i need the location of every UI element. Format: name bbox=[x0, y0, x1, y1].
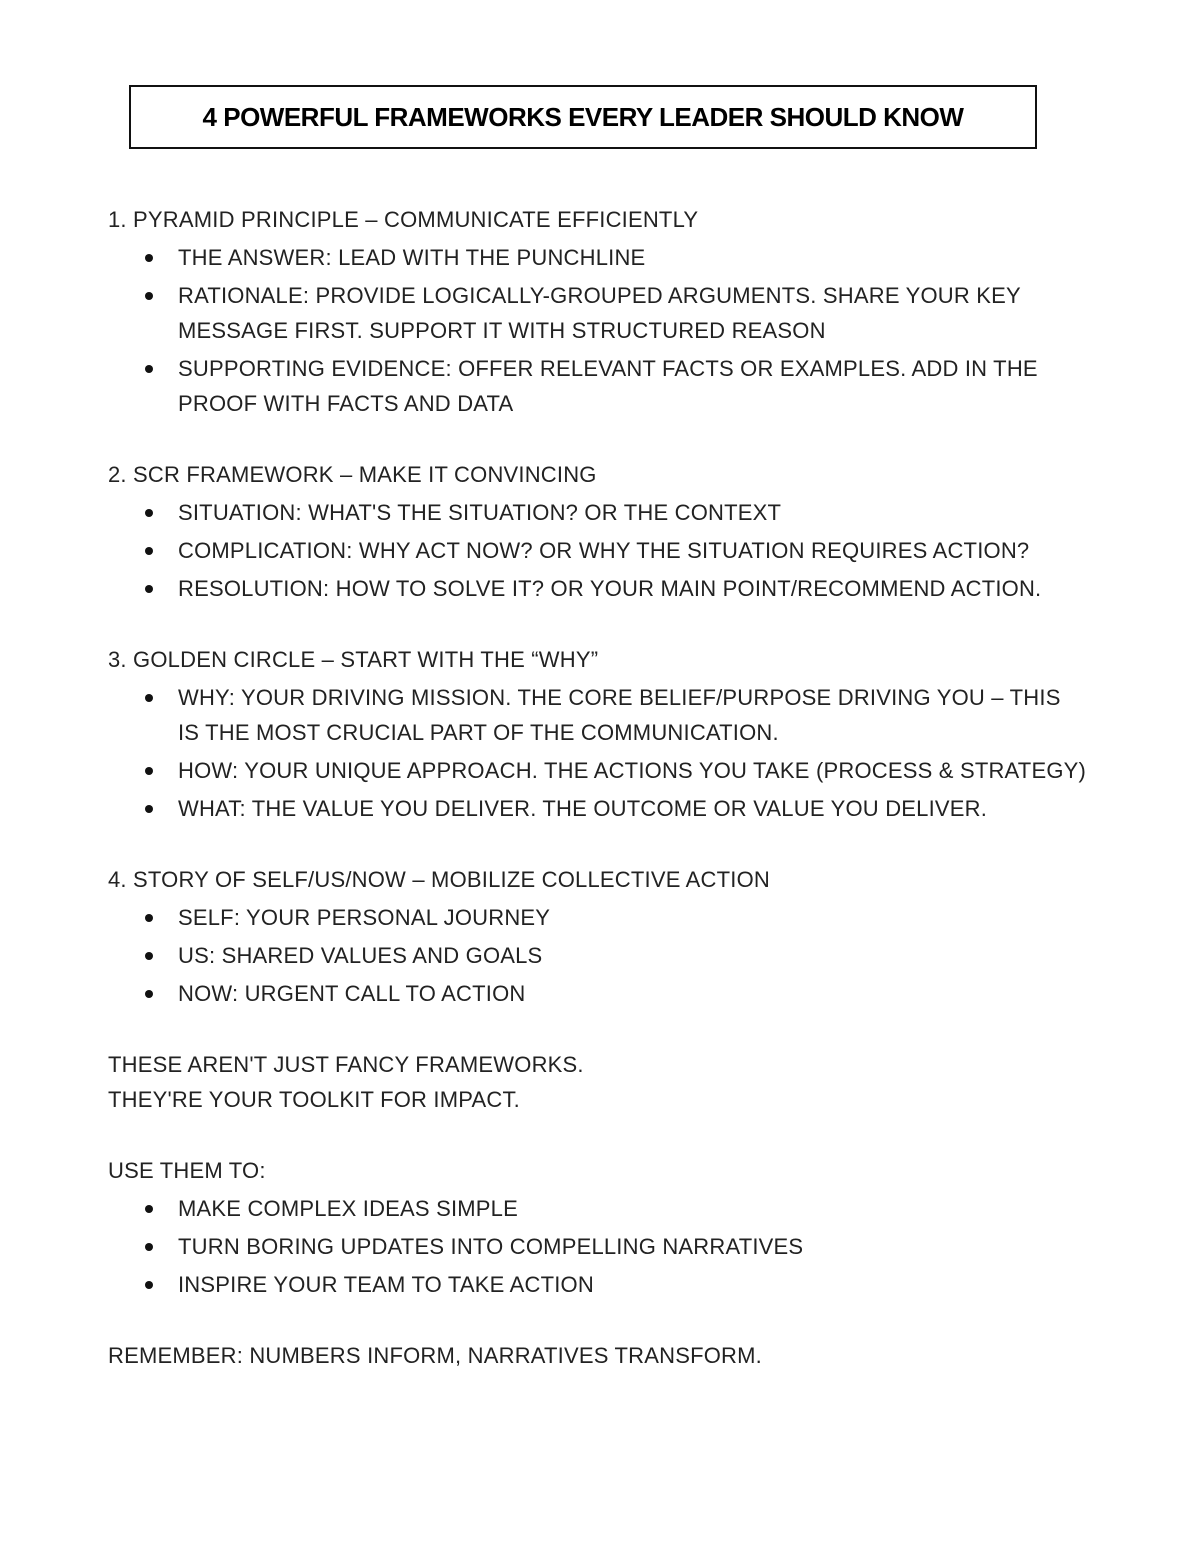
list-item bbox=[108, 533, 1088, 568]
bullet-icon bbox=[145, 914, 153, 922]
bullet-list bbox=[108, 495, 1088, 606]
bullet-icon bbox=[145, 1281, 153, 1289]
bullet-icon bbox=[145, 1243, 153, 1251]
bullet-icon bbox=[145, 952, 153, 960]
document-body bbox=[108, 202, 1088, 1373]
bullet-icon bbox=[145, 585, 153, 593]
list-item bbox=[108, 240, 1088, 275]
bullet-icon bbox=[145, 547, 153, 555]
list-item bbox=[108, 900, 1088, 935]
bullet-list bbox=[108, 680, 1088, 826]
list-item bbox=[108, 351, 1088, 421]
list-item-text: COMPLICATION: WHY ACT NOW? OR WHY THE SITUATION REQUIRES ACTION? bbox=[178, 538, 1030, 563]
section-heading: 3. GOLDEN CIRCLE – START WITH THE “WHY” bbox=[108, 647, 599, 672]
section-golden-circle bbox=[108, 642, 1088, 826]
bullet-list bbox=[108, 900, 1088, 1011]
list-item-text: INSPIRE YOUR TEAM TO TAKE ACTION bbox=[178, 1272, 594, 1297]
list-item-text: THE ANSWER: LEAD WITH THE PUNCHLINE bbox=[178, 245, 646, 270]
summary-line: THEY'RE YOUR TOOLKIT FOR IMPACT. bbox=[108, 1087, 520, 1112]
list-item-text: TURN BORING UPDATES INTO COMPELLING NARRATIVES bbox=[178, 1234, 804, 1259]
list-item-text: RATIONALE: PROVIDE LOGICALLY-GROUPED ARGUMENTS. SHARE YOUR KEY MESSAGE FIRST. SUPPORT IT WITH STRUCTURED REASON bbox=[178, 283, 1021, 343]
list-item bbox=[108, 1229, 1088, 1264]
list-item bbox=[108, 1191, 1088, 1226]
list-item bbox=[108, 680, 1088, 750]
use-them-block bbox=[108, 1153, 1088, 1302]
list-item-text: SITUATION: WHAT'S THE SITUATION? OR THE CONTEXT bbox=[178, 500, 782, 525]
list-item-text: US: SHARED VALUES AND GOALS bbox=[178, 943, 543, 968]
list-item bbox=[108, 495, 1088, 530]
section-scr-framework bbox=[108, 457, 1088, 606]
closing-line: REMEMBER: NUMBERS INFORM, NARRATIVES TRANSFORM. bbox=[108, 1343, 762, 1368]
section-pyramid-principle bbox=[108, 202, 1088, 421]
section-heading: 2. SCR FRAMEWORK – MAKE IT CONVINCING bbox=[108, 462, 597, 487]
summary-block bbox=[108, 1047, 1088, 1117]
bullet-icon bbox=[145, 292, 153, 300]
list-item-text: SELF: YOUR PERSONAL JOURNEY bbox=[178, 905, 551, 930]
list-item-text: WHY: YOUR DRIVING MISSION. THE CORE BELIEF/PURPOSE DRIVING YOU – THIS IS THE MOST CRUCIAL PART OF THE COMMUNICATION. bbox=[178, 685, 1061, 745]
bullet-icon bbox=[145, 254, 153, 262]
title-box bbox=[129, 85, 1037, 149]
list-item bbox=[108, 791, 1088, 826]
list-item-text: NOW: URGENT CALL TO ACTION bbox=[178, 981, 526, 1006]
list-item-text: MAKE COMPLEX IDEAS SIMPLE bbox=[178, 1196, 518, 1221]
list-item bbox=[108, 753, 1088, 788]
section-heading: 1. PYRAMID PRINCIPLE – COMMUNICATE EFFICIENTLY bbox=[108, 207, 699, 232]
list-item bbox=[108, 1267, 1088, 1302]
list-item-text: WHAT: THE VALUE YOU DELIVER. THE OUTCOME OR VALUE YOU DELIVER. bbox=[178, 796, 988, 821]
use-them-heading: USE THEM TO: bbox=[108, 1158, 266, 1183]
list-item bbox=[108, 278, 1088, 348]
bullet-list bbox=[108, 240, 1088, 421]
bullet-icon bbox=[145, 694, 153, 702]
summary-line: THESE AREN'T JUST FANCY FRAMEWORKS. bbox=[108, 1052, 584, 1077]
bullet-icon bbox=[145, 365, 153, 373]
list-item-text: SUPPORTING EVIDENCE: OFFER RELEVANT FACTS OR EXAMPLES. ADD IN THE PROOF WITH FACTS AND DATA bbox=[178, 356, 1038, 416]
bullet-list bbox=[108, 1191, 1088, 1302]
list-item bbox=[108, 976, 1088, 1011]
bullet-icon bbox=[145, 1205, 153, 1213]
list-item bbox=[108, 938, 1088, 973]
list-item-text: RESOLUTION: HOW TO SOLVE IT? OR YOUR MAIN POINT/RECOMMEND ACTION. bbox=[178, 576, 1042, 601]
page-title: 4 POWERFUL FRAMEWORKS EVERY LEADER SHOULD KNOW bbox=[202, 101, 964, 132]
bullet-icon bbox=[145, 509, 153, 517]
bullet-icon bbox=[145, 805, 153, 813]
list-item bbox=[108, 571, 1088, 606]
list-item-text: HOW: YOUR UNIQUE APPROACH. THE ACTIONS YOU TAKE (PROCESS & STRATEGY) bbox=[178, 758, 1087, 783]
bullet-icon bbox=[145, 767, 153, 775]
section-heading: 4. STORY OF SELF/US/NOW – MOBILIZE COLLECTIVE ACTION bbox=[108, 867, 770, 892]
section-story-of-self bbox=[108, 862, 1088, 1011]
bullet-icon bbox=[145, 990, 153, 998]
